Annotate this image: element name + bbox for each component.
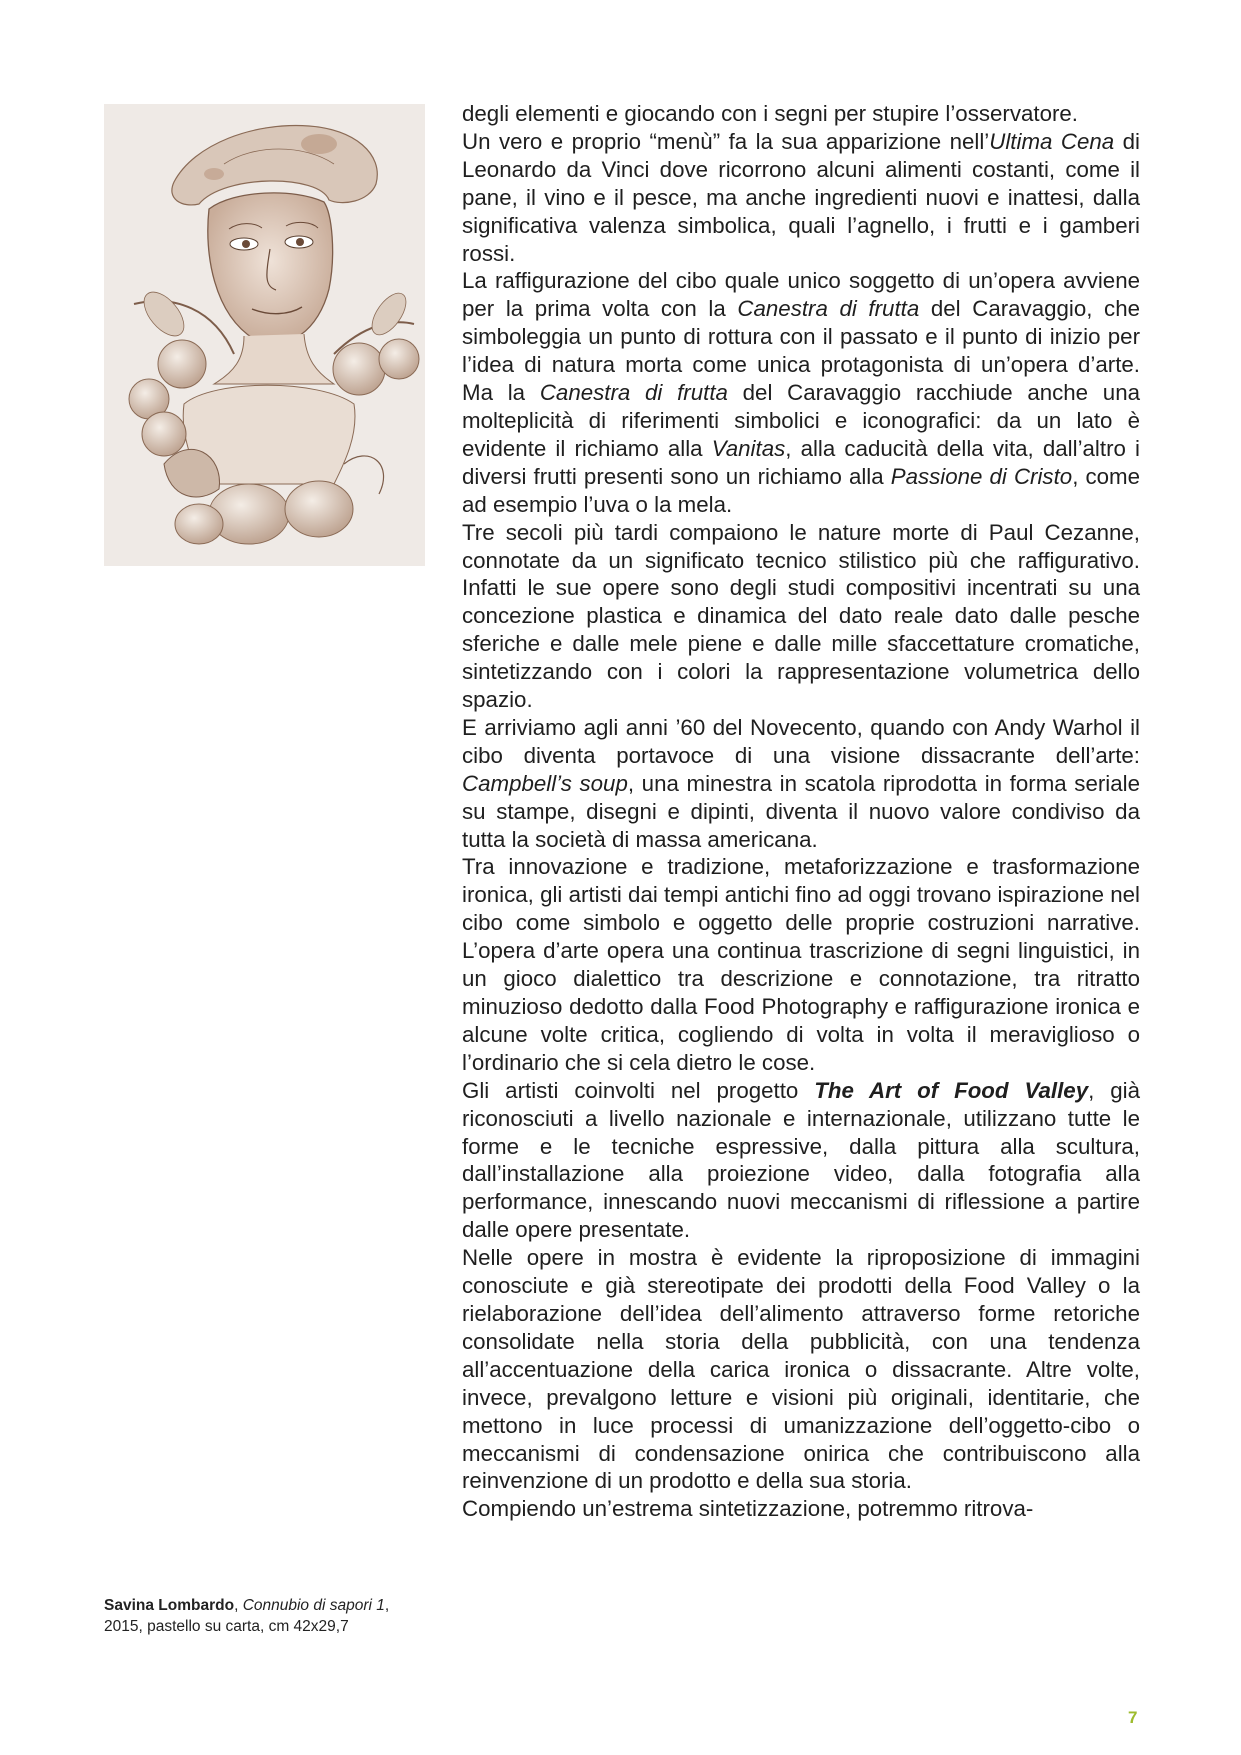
caption-separator: , xyxy=(234,1597,243,1614)
paragraph-1: degli elementi e giocando con i segni per stupire l’osservatore. xyxy=(462,101,1078,126)
p3-text-c: del Caravaggio, che simboleggia un punto di rottura con il passato e il punto di inizio per l’idea di natura morta come unica protagonista di un’opera d’arte. Ma la xyxy=(462,296,1141,406)
p2-italic-ultima-cena: Ultima Cena xyxy=(989,128,1115,154)
paragraph-8: Nelle opere in mostra è evidente la riproposizione di immagini conosciute e già stereotipate dei prodotti della Food Valley o la rielaborazione dell’idea dell’alimento attraverso forme retoriche consolidate nella storia della pubblicità, con una tendenza all’accentuazione della carica ironica o dissacrante. Altre volte, invece, prevalgono letture e visioni più originali, identitarie, che mettono in luce processi di umanizzazione dell’oggetto-cibo o meccanismi di condensazione onirica che contribuiscono alla reinvenzione di un prodotto e della sua storia. xyxy=(462,1245,1140,1494)
p3-text-g: , alla caducità della vita, dall’altro i diversi frutti presenti sono un richiamo alla xyxy=(462,435,1140,489)
p2-text-c: di Leonardo da Vinci dove ricorrono alcuni alimenti costanti, come il pane, il vino e il pesce, ma anche ingredienti nuovi e inattesi, dalla significativa valenza simbolica, quali l’agnello, i frutti e i gamberi rossi. xyxy=(462,128,1140,266)
caption-details: , 2015, pastello su carta, cm 42x29,7 xyxy=(104,1597,390,1635)
p7-text-c: , già riconosciuti a livello nazionale e internazionale, utilizzano tutte le forme e le tecniche espressive, dalla pittura alla scultura, dall’installazione alla proiezione video, dalla fotografia alla performance, innescando nuovi meccanismi di riflessione a partire dalle opere presentate. xyxy=(462,1077,1140,1243)
p2-text-a: Un vero e proprio “menù” fa la sua apparizione nell’ xyxy=(462,128,990,154)
p5-italic-campbells: Campbell’s soup xyxy=(462,770,628,796)
paragraph-9: Compiendo un’estrema sintetizzazione, potremmo ritrova- xyxy=(462,1496,1034,1522)
figure-caption xyxy=(104,1595,404,1637)
artwork-image xyxy=(104,104,425,566)
page-number: 7 xyxy=(1128,1708,1138,1727)
paragraph-5 xyxy=(462,714,1140,854)
p5-text-a: E arriviamo agli anni ’60 del Novecento, quando con Andy Warhol il cibo diventa portavoce di una visione dissacrante dell’arte: xyxy=(462,714,1140,768)
p7-project-title: The Art of Food Valley xyxy=(814,1077,1089,1103)
pastel-portrait-illustration xyxy=(104,104,425,566)
p7-text-a: Gli artisti coinvolti nel progetto xyxy=(462,1077,815,1103)
p3-text-i: , come ad esempio l’uva o la mela. xyxy=(462,463,1140,517)
article-body xyxy=(462,100,1140,1523)
paragraph-3 xyxy=(462,267,1140,518)
paragraph-7 xyxy=(462,1077,1140,1244)
caption-work-title: Connubio di sapori 1 xyxy=(242,1597,385,1614)
p5-text-c: , una minestra in scatola riprodotta in forma seriale su stampe, disegni e dipinti, diventa il nuovo valore condiviso da tutta la società di massa americana. xyxy=(462,770,1140,852)
p3-italic-passione: Passione di Cristo xyxy=(890,463,1073,489)
p3-text-e: del Caravaggio racchiude anche una molteplicità di riferimenti simbolici e iconografici: da un lato è evidente il richiamo alla xyxy=(462,380,1141,461)
caption-artist: Savina Lombardo xyxy=(104,1597,235,1614)
paragraph-6: Tra innovazione e tradizione, metaforizzazione e trasformazione ironica, gli artisti dai tempi antichi fino ad oggi trovano ispirazione nel cibo come simbolo e oggetto delle proprie costruzioni narrative. L’opera d’arte opera una continua trascrizione di segni linguistici, in un gioco dialettico tra descrizione e connotazione, tra ritratto minuzioso dedotto dalla Food Photography e raffigurazione ironica e alcune volte critica, cogliendo di volta in volta il meraviglioso o l’ordinario che si cela dietro le cose. xyxy=(462,854,1140,1075)
paragraph-2 xyxy=(462,128,1140,268)
p3-text-a: La raffigurazione del cibo quale unico soggetto di un’opera avviene per la prima volta con la xyxy=(462,268,1140,322)
p3-italic-vanitas: Vanitas xyxy=(711,435,786,461)
paragraph-4: Tre secoli più tardi compaiono le nature morte di Paul Cezanne, connotate da un significato tecnico stilistico più che raffigurativo. Infatti le sue opere sono degli studi compositivi incentrati su una concezione plastica e dinamica del dato reale dato dalle pesche sferiche e dalle mele piene e dalle mille sfaccettature cromatiche, sintetizzando con i colori la rappresentazione volumetrica dello spazio. xyxy=(462,519,1140,713)
p3-italic-canestra-1: Canestra di frutta xyxy=(737,296,920,322)
p3-italic-canestra-2: Canestra di frutta xyxy=(539,380,728,406)
